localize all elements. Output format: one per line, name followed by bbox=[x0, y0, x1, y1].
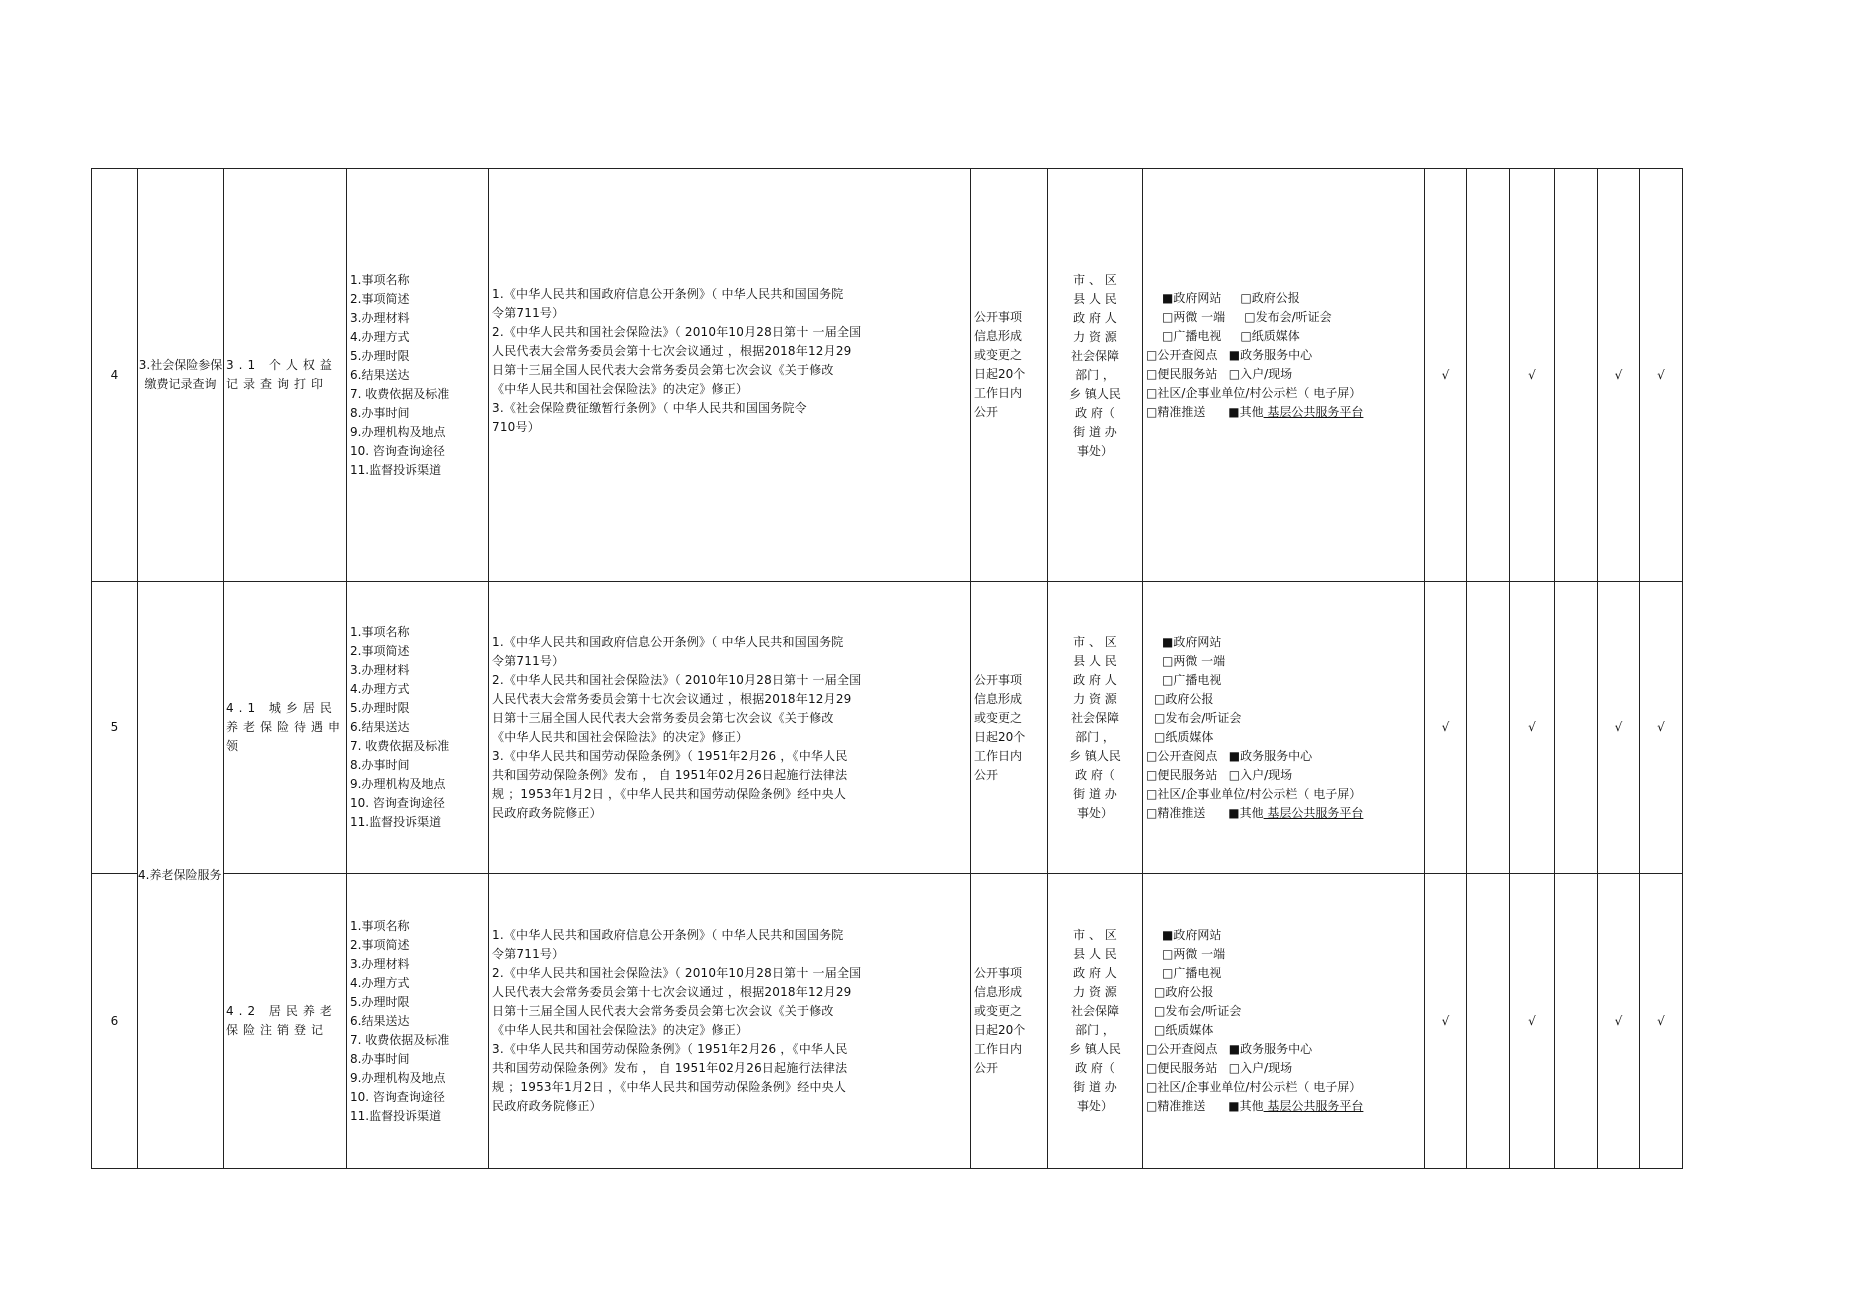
list-item: 1.事项名称 bbox=[350, 625, 410, 639]
channel-option: □广播电视 bbox=[1162, 328, 1222, 343]
channel-option: □便民服务站 bbox=[1146, 1061, 1218, 1075]
list-item: 9.办理机构及地点 bbox=[350, 1070, 446, 1085]
channel-option: □公开查阅点 bbox=[1146, 748, 1218, 763]
dept-line: 乡 镇人民 bbox=[1069, 387, 1121, 401]
basis-line: 日第十三届全国人民代表大会常务委员会第七次会议《关于修改 bbox=[492, 710, 834, 725]
list-item: 2.事项简述 bbox=[350, 937, 410, 952]
basis-line: 共和国劳动保险条例》发布 ， 自 1951年02月26日起施行法律法 bbox=[492, 767, 848, 782]
list-item: 4.办理方式 bbox=[350, 329, 410, 344]
check-cell: √ bbox=[1598, 874, 1640, 1169]
dept-line: 社会保障 bbox=[1070, 1004, 1119, 1018]
time-limit-cell bbox=[971, 874, 1048, 1169]
basis-line: 3.《中华人民共和国劳动保险条例》（ 1951年2月26 ，《中华人民 bbox=[492, 1042, 848, 1056]
list-item: 7. 收费依据及标准 bbox=[350, 739, 450, 753]
dept-line: 县 人 民 bbox=[1073, 947, 1117, 961]
channel-line bbox=[1146, 1040, 1424, 1059]
row-number: 5 bbox=[92, 582, 138, 874]
time-line: 日起20个 bbox=[974, 367, 1026, 381]
basis-line: 《中华人民共和国社会保险法》的决定》修正） bbox=[492, 729, 749, 744]
dept-line: 市 、 区 bbox=[1073, 273, 1117, 287]
channel-option: □纸质媒体 bbox=[1240, 328, 1300, 343]
content-list bbox=[347, 582, 489, 874]
time-line: 或变更之 bbox=[974, 710, 1023, 725]
basis-line: 日第十三届全国人民代表大会常务委员会第七次会议《关于修改 bbox=[492, 363, 834, 377]
basis-line: 2.《中华人民共和国社会保险法》（ 2010年10月28日第十 一届全国 bbox=[492, 325, 862, 339]
dept-line: 政 府（ bbox=[1075, 767, 1115, 782]
item-cell: 4.2 居民养老保险注销登记 bbox=[224, 874, 347, 1169]
item-cell: 4.1 城乡居民养老保险待遇申领 bbox=[224, 582, 347, 874]
channel-line bbox=[1146, 1097, 1424, 1116]
time-line: 工作日内 bbox=[974, 386, 1023, 400]
time-line: 公开事项 bbox=[974, 966, 1023, 980]
list-item: 10. 咨询查询途径 bbox=[350, 1089, 445, 1104]
list-item: 8.办事时间 bbox=[350, 758, 410, 772]
list-item: 11.监督投诉渠道 bbox=[350, 815, 442, 829]
channel-option: ■其他 bbox=[1228, 1099, 1264, 1113]
channel-line: □政府公报 bbox=[1154, 985, 1214, 999]
dept-line: 事处） bbox=[1076, 444, 1113, 458]
basis-line: 日第十三届全国人民代表大会常务委员会第七次会议《关于修改 bbox=[492, 1004, 834, 1018]
channel-option: ■政府网站 bbox=[1162, 290, 1222, 305]
channels-cell bbox=[1143, 169, 1425, 582]
disclosure-table bbox=[91, 168, 1683, 1169]
content-list bbox=[347, 169, 489, 582]
dept-line: 政 府（ bbox=[1075, 406, 1115, 420]
time-limit-cell bbox=[971, 169, 1048, 582]
channel-line: □两微 一端 bbox=[1162, 653, 1226, 668]
list-item: 8.办事时间 bbox=[350, 405, 410, 420]
list-item: 6.结果送达 bbox=[350, 720, 410, 734]
list-item: 5.办理时限 bbox=[350, 348, 410, 363]
list-item: 2.事项简述 bbox=[350, 291, 410, 306]
channel-line: □发布会/听证会 bbox=[1154, 1004, 1242, 1018]
legal-basis-cell bbox=[489, 582, 971, 874]
list-item: 1.事项名称 bbox=[350, 272, 410, 287]
check-cell: √ bbox=[1510, 582, 1555, 874]
channel-option: □公开查阅点 bbox=[1146, 347, 1218, 362]
channels-cell bbox=[1143, 582, 1425, 874]
channel-line: □发布会/听证会 bbox=[1154, 710, 1242, 725]
dept-line: 街 道 办 bbox=[1073, 786, 1117, 801]
list-item: 3.办理材料 bbox=[350, 310, 410, 325]
department-cell bbox=[1048, 874, 1143, 1169]
check-cell bbox=[1555, 169, 1598, 582]
dept-line: 政 府 人 bbox=[1073, 966, 1117, 980]
list-item: 5.办理时限 bbox=[350, 994, 410, 1009]
channel-option: □入户/现场 bbox=[1228, 366, 1293, 381]
time-limit-cell bbox=[971, 582, 1048, 874]
channel-option: □入户/现场 bbox=[1228, 767, 1293, 782]
table-row bbox=[92, 582, 1683, 874]
time-line: 公开 bbox=[974, 767, 999, 782]
channel-option: □公开查阅点 bbox=[1146, 1042, 1218, 1056]
dept-line: 社会保障 bbox=[1070, 349, 1119, 363]
list-item: 7. 收费依据及标准 bbox=[350, 386, 450, 401]
time-line: 日起20个 bbox=[974, 1023, 1026, 1037]
list-item: 5.办理时限 bbox=[350, 701, 410, 715]
legal-basis-cell bbox=[489, 169, 971, 582]
channel-option: □入户/现场 bbox=[1228, 1061, 1293, 1075]
list-item: 8.办事时间 bbox=[350, 1051, 410, 1066]
list-item: 9.办理机构及地点 bbox=[350, 777, 446, 791]
basis-line: 1.《中华人民共和国政府信息公开条例》（ 中华人民共和国国务院 bbox=[492, 287, 844, 301]
channel-line: □纸质媒体 bbox=[1154, 729, 1214, 744]
basis-line: 2.《中华人民共和国社会保险法》（ 2010年10月28日第十 一届全国 bbox=[492, 966, 862, 980]
check-cell bbox=[1467, 582, 1510, 874]
dept-line: 政 府（ bbox=[1075, 1061, 1115, 1075]
list-item: 11.监督投诉渠道 bbox=[350, 1108, 442, 1123]
dept-line: 部门 ， bbox=[1075, 368, 1115, 382]
dept-line: 部门 ， bbox=[1075, 729, 1115, 744]
channel-option-other: 基层公共服务平台 bbox=[1263, 1099, 1364, 1113]
item-cell: 3.1 个人权益记录查询打印 bbox=[224, 169, 347, 582]
channel-line: □纸质媒体 bbox=[1154, 1023, 1214, 1037]
dept-line: 社会保障 bbox=[1070, 710, 1119, 725]
list-item: 7. 收费依据及标准 bbox=[350, 1032, 450, 1047]
basis-line: 人民代表大会常务委员会第十七次会议通过 ，根据2018年12月29 bbox=[492, 691, 852, 706]
channel-line: □广播电视 bbox=[1162, 966, 1222, 980]
basis-line: 令第711号） bbox=[492, 653, 565, 668]
basis-line: 1.《中华人民共和国政府信息公开条例》（ 中华人民共和国国务院 bbox=[492, 634, 844, 649]
basis-line: 令第711号） bbox=[492, 947, 565, 961]
basis-line: 共和国劳动保险条例》发布 ， 自 1951年02月26日起施行法律法 bbox=[492, 1061, 848, 1075]
channel-line: □政府公报 bbox=[1154, 691, 1214, 706]
channel-option: □便民服务站 bbox=[1146, 366, 1218, 381]
time-line: 或变更之 bbox=[974, 348, 1023, 362]
check-cell bbox=[1467, 169, 1510, 582]
basis-line: 人民代表大会常务委员会第十七次会议通过 ，根据2018年12月29 bbox=[492, 985, 852, 999]
channel-option: □便民服务站 bbox=[1146, 767, 1218, 782]
list-item: 3.办理材料 bbox=[350, 663, 410, 677]
dept-line: 力 资 源 bbox=[1073, 985, 1117, 999]
content-list bbox=[347, 874, 489, 1169]
list-item: 6.结果送达 bbox=[350, 1013, 410, 1028]
channel-line bbox=[1146, 403, 1424, 422]
channel-line bbox=[1146, 747, 1424, 766]
channel-option: □发布会/听证会 bbox=[1244, 309, 1332, 324]
check-cell: √ bbox=[1640, 582, 1683, 874]
time-line: 工作日内 bbox=[974, 748, 1023, 763]
time-line: 信息形成 bbox=[974, 985, 1023, 999]
channel-option: ■政务服务中心 bbox=[1228, 748, 1313, 763]
dept-line: 乡 镇人民 bbox=[1069, 1042, 1121, 1056]
channel-line bbox=[1146, 346, 1424, 365]
channel-line bbox=[1146, 766, 1424, 785]
list-item: 10. 咨询查询途径 bbox=[350, 796, 445, 810]
channel-line bbox=[1146, 308, 1424, 327]
basis-line: 令第711号） bbox=[492, 306, 565, 320]
time-line: 工作日内 bbox=[974, 1042, 1023, 1056]
dept-line: 市 、 区 bbox=[1073, 928, 1117, 942]
department-cell bbox=[1048, 582, 1143, 874]
dept-line: 乡 镇人民 bbox=[1069, 748, 1121, 763]
channel-option: □精准推送 bbox=[1146, 805, 1206, 820]
channel-line bbox=[1146, 365, 1424, 384]
check-cell bbox=[1555, 874, 1598, 1169]
dept-line: 街 道 办 bbox=[1073, 425, 1117, 439]
table-row bbox=[92, 874, 1683, 1169]
row-number: 6 bbox=[92, 874, 138, 1169]
channel-option: ■政务服务中心 bbox=[1228, 347, 1313, 362]
basis-line: 《中华人民共和国社会保险法》的决定》修正） bbox=[492, 1023, 749, 1037]
channel-line bbox=[1146, 1059, 1424, 1078]
legal-basis-cell bbox=[489, 874, 971, 1169]
basis-line: 710号） bbox=[492, 420, 540, 434]
channel-line: □社区/企事业单位/村公示栏（ 电子屏） bbox=[1146, 385, 1362, 400]
basis-line: 民政府政务院修正） bbox=[492, 805, 602, 820]
channels-cell bbox=[1143, 874, 1425, 1169]
basis-line: 3.《社会保险费征缴暂行条例》（ 中华人民共和国国务院令 bbox=[492, 401, 807, 415]
time-line: 信息形成 bbox=[974, 329, 1023, 343]
dept-line: 事处） bbox=[1076, 805, 1113, 820]
dept-line: 力 资 源 bbox=[1073, 330, 1117, 344]
channel-line bbox=[1146, 804, 1424, 823]
check-cell: √ bbox=[1598, 582, 1640, 874]
check-cell: √ bbox=[1640, 169, 1683, 582]
check-cell: √ bbox=[1425, 874, 1467, 1169]
check-cell: √ bbox=[1425, 169, 1467, 582]
channel-line: □社区/企事业单位/村公示栏（ 电子屏） bbox=[1146, 786, 1362, 801]
dept-line: 政 府 人 bbox=[1073, 311, 1117, 325]
basis-line: 规 ；1953年1月2日 ，《中华人民共和国劳动保险条例》经中央人 bbox=[492, 786, 847, 801]
department-cell bbox=[1048, 169, 1143, 582]
channel-option: ■其他 bbox=[1228, 805, 1264, 820]
check-cell bbox=[1555, 582, 1598, 874]
check-cell: √ bbox=[1425, 582, 1467, 874]
list-item: 4.办理方式 bbox=[350, 975, 410, 990]
basis-line: 人民代表大会常务委员会第十七次会议通过 ，根据2018年12月29 bbox=[492, 344, 852, 358]
channel-line: ■政府网站 bbox=[1162, 928, 1222, 942]
channel-line bbox=[1146, 289, 1424, 308]
time-line: 信息形成 bbox=[974, 691, 1023, 706]
dept-line: 事处） bbox=[1076, 1099, 1113, 1113]
channel-option: ■其他 bbox=[1228, 404, 1264, 419]
channel-option: □精准推送 bbox=[1146, 404, 1206, 419]
time-line: 公开事项 bbox=[974, 310, 1023, 324]
dept-line: 市 、 区 bbox=[1073, 634, 1117, 649]
channel-line: □两微 一端 bbox=[1162, 947, 1226, 961]
list-item: 10. 咨询查询途径 bbox=[350, 443, 445, 458]
list-item: 1.事项名称 bbox=[350, 918, 410, 933]
basis-line: 《中华人民共和国社会保险法》的决定》修正） bbox=[492, 382, 749, 396]
list-item: 3.办理材料 bbox=[350, 956, 410, 971]
dept-line: 街 道 办 bbox=[1073, 1080, 1117, 1094]
dept-line: 力 资 源 bbox=[1073, 691, 1117, 706]
table-row bbox=[92, 169, 1683, 582]
list-item: 4.办理方式 bbox=[350, 682, 410, 696]
check-cell: √ bbox=[1598, 169, 1640, 582]
time-line: 公开 bbox=[974, 1061, 999, 1075]
basis-line: 规 ；1953年1月2日 ，《中华人民共和国劳动保险条例》经中央人 bbox=[492, 1080, 847, 1094]
time-line: 日起20个 bbox=[974, 729, 1026, 744]
list-item: 11.监督投诉渠道 bbox=[350, 462, 442, 477]
dept-line: 县 人 民 bbox=[1073, 292, 1117, 306]
basis-line: 民政府政务院修正） bbox=[492, 1099, 602, 1113]
basis-line: 2.《中华人民共和国社会保险法》（ 2010年10月28日第十 一届全国 bbox=[492, 672, 862, 687]
check-cell: √ bbox=[1510, 874, 1555, 1169]
check-cell: √ bbox=[1510, 169, 1555, 582]
channel-option: □政府公报 bbox=[1240, 290, 1300, 305]
list-item: 6.结果送达 bbox=[350, 367, 410, 382]
list-item: 9.办理机构及地点 bbox=[350, 424, 446, 439]
channel-line bbox=[1146, 327, 1424, 346]
list-item: 2.事项简述 bbox=[350, 644, 410, 658]
channel-option: ■政务服务中心 bbox=[1228, 1042, 1313, 1056]
dept-line: 县 人 民 bbox=[1073, 653, 1117, 668]
time-line: 或变更之 bbox=[974, 1004, 1023, 1018]
channel-line: □社区/企事业单位/村公示栏（ 电子屏） bbox=[1146, 1080, 1362, 1094]
row-number: 4 bbox=[92, 169, 138, 582]
basis-line: 1.《中华人民共和国政府信息公开条例》（ 中华人民共和国国务院 bbox=[492, 928, 844, 942]
dept-line: 部门 ， bbox=[1075, 1023, 1115, 1037]
channel-line: ■政府网站 bbox=[1162, 634, 1222, 649]
check-cell bbox=[1467, 874, 1510, 1169]
basis-line: 3.《中华人民共和国劳动保险条例》（ 1951年2月26 ，《中华人民 bbox=[492, 748, 848, 763]
channel-option: □精准推送 bbox=[1146, 1099, 1206, 1113]
channel-option-other: 基层公共服务平台 bbox=[1263, 404, 1364, 419]
time-line: 公开 bbox=[974, 405, 999, 419]
check-cell: √ bbox=[1640, 874, 1683, 1169]
channel-line: □广播电视 bbox=[1162, 672, 1222, 687]
channel-option-other: 基层公共服务平台 bbox=[1263, 805, 1364, 820]
time-line: 公开事项 bbox=[974, 672, 1023, 687]
category-cell: 4.养老保险服务 bbox=[138, 582, 224, 1169]
dept-line: 政 府 人 bbox=[1073, 672, 1117, 687]
category-cell: 3.社会保险参保缴费记录查询 bbox=[138, 169, 224, 582]
channel-option: □两微 一端 bbox=[1162, 309, 1226, 324]
